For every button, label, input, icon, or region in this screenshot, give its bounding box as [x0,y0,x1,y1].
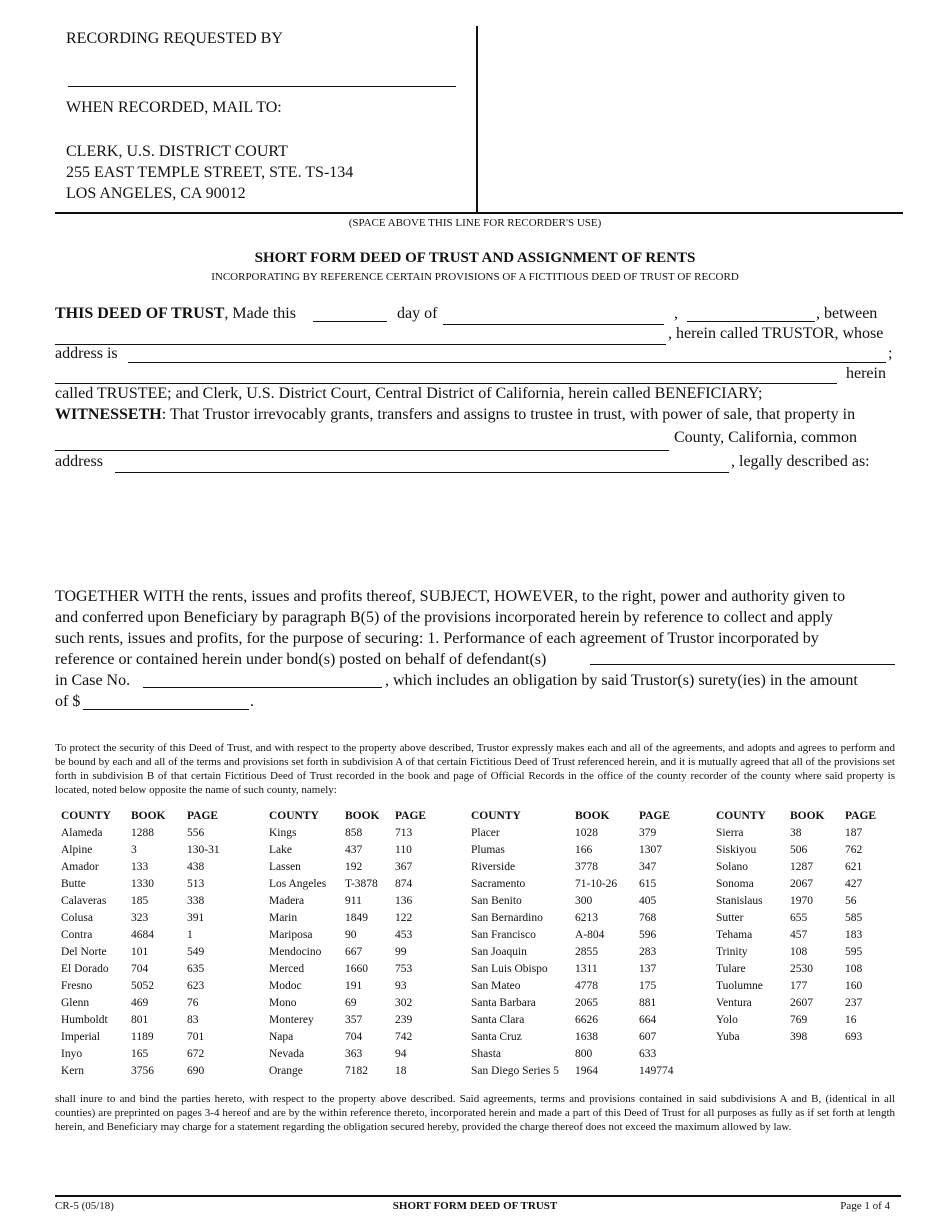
cell-book: 1028 [575,826,598,839]
cell-book: 2065 [575,996,598,1009]
cell-page: 137 [639,962,657,975]
cell-book: 38 [790,826,802,839]
month-blank[interactable] [443,324,664,325]
mail-address-line3: LOS ANGELES, CA 90012 [66,185,246,202]
cell-book: 5052 [131,979,154,992]
cell-book: 4684 [131,928,154,941]
cell-county: Kings [269,826,297,839]
cell-county: Lassen [269,860,301,873]
address-is-label: address is [55,345,118,362]
witnesseth-bold: WITNESSETH [55,406,162,423]
cell-page: 635 [187,962,205,975]
cell-page: 762 [845,843,863,856]
cell-book: 192 [345,860,363,873]
cell-book: 437 [345,843,363,856]
cell-book: 2530 [790,962,813,975]
cell-page: 237 [845,996,863,1009]
defendant-blank[interactable] [590,664,895,665]
table-row [55,994,895,1011]
cell-county: Nevada [269,1047,305,1060]
cell-book: 69 [345,996,357,1009]
witnesseth-line [55,406,855,424]
amount-blank[interactable] [83,709,249,710]
cell-county: Alpine [61,843,93,856]
cell-book: 1660 [345,962,368,975]
cell-page: 753 [395,962,413,975]
cell-book: A-804 [575,928,605,941]
cell-county: San Francisco [471,928,536,941]
cell-book: 185 [131,894,149,907]
cell-county: Tehama [716,928,753,941]
cell-county: Tulare [716,962,746,975]
cell-page: 379 [639,826,657,839]
cell-page: 405 [639,894,657,907]
day-of-label: day of [397,305,438,322]
day-blank[interactable] [313,321,387,322]
cell-county: Santa Barbara [471,996,536,1009]
cell-county: Glenn [61,996,90,1009]
cell-book: 1964 [575,1064,598,1077]
cell-county: Santa Clara [471,1013,525,1026]
cell-county: San Bernardino [471,911,543,924]
cell-page: 607 [639,1030,657,1043]
cell-page: 83 [187,1013,199,1026]
recording-box-divider [476,26,478,213]
county-table-body [55,824,895,1079]
cell-page [839,1062,895,1079]
cell-page: 18 [395,1064,407,1077]
cell-book: 1288 [131,826,154,839]
cell-page: 621 [845,860,863,873]
cell-page: 175 [639,979,657,992]
cell-book: 2607 [790,996,813,1009]
cell-page: 367 [395,860,413,873]
cell-county: Monterey [269,1013,314,1026]
cell-county: Alameda [61,826,103,839]
cell-book: 6213 [575,911,598,924]
cell-county: Mono [269,996,297,1009]
cell-page: 453 [395,928,413,941]
table-header-row [55,808,895,824]
cell-county: El Dorado [61,962,109,975]
cell-county: Fresno [61,979,93,992]
cell-book: 323 [131,911,149,924]
cell-page: 672 [187,1047,205,1060]
recorder-line [55,212,903,214]
cell-county: Del Norte [61,945,107,958]
cell-county: Merced [269,962,305,975]
herein-label: herein [846,365,886,382]
together-line1: TOGETHER WITH the rents, issues and profits thereof, SUBJECT, HOWEVER, to the right, power and authority given to [55,588,846,605]
cell-page: 874 [395,877,413,890]
page-subtitle: INCORPORATING BY REFERENCE CERTAIN PROVISIONS OF A FICTITIOUS DEED OF TRUST OF RECORD [211,271,739,283]
cell-county: Solano [716,860,748,873]
cell-county: Stanislaus [716,894,763,907]
header-county: COUNTY [471,810,521,822]
cell-book: 1849 [345,911,368,924]
cell-county [710,1045,784,1062]
cell-county: San Joaquin [471,945,527,958]
header-book: BOOK [575,810,610,822]
table-row [55,1045,895,1062]
cell-page: 768 [639,911,657,924]
cell-page: 99 [395,945,407,958]
cell-page: 595 [845,945,863,958]
cell-book: 1311 [575,962,598,975]
deed-bold: THIS DEED OF TRUST [55,305,225,322]
trustee-name-blank[interactable] [55,383,837,384]
cell-county: Ventura [716,996,752,1009]
cell-book: 1330 [131,877,154,890]
cell-book: 398 [790,1030,808,1043]
county-book-page-table [55,808,895,1079]
table-row [55,875,895,892]
table-row [55,977,895,994]
cell-book: 506 [790,843,808,856]
table-row [55,926,895,943]
semicolon-label: ; [888,345,893,362]
trustor-name-blank[interactable] [55,344,666,345]
cell-county: Plumas [471,843,505,856]
recorder-use-note: (SPACE ABOVE THIS LINE FOR RECORDER'S USE) [348,217,602,229]
cell-county: Sonoma [716,877,754,890]
table-row [55,1062,895,1079]
cell-county: Butte [61,877,86,890]
cell-book: 177 [790,979,808,992]
cell-county: Modoc [269,979,302,992]
cell-book: 704 [131,962,149,975]
footer-rule [55,1195,901,1197]
cell-page: 347 [639,860,657,873]
table-row [55,943,895,960]
header-book: BOOK [345,810,380,822]
cell-county: Sutter [716,911,744,924]
cell-county: San Luis Obispo [471,962,548,975]
amount-label: of $ [55,693,81,710]
cell-county: Yuba [716,1030,740,1043]
cell-county: Yolo [716,1013,738,1026]
cell-page: 438 [187,860,205,873]
cell-county: San Diego Series 5 [471,1064,559,1077]
cell-book: 90 [345,928,357,941]
table-row [55,841,895,858]
table-row [55,892,895,909]
cell-page: 633 [639,1047,657,1060]
cell-county: Inyo [61,1047,83,1060]
cell-book: 1638 [575,1030,598,1043]
together-line4: reference or contained herein under bond(s) posted on behalf of defendant(s) [55,651,547,668]
cell-book: 1287 [790,860,813,873]
cell-page: 549 [187,945,205,958]
cell-book: 655 [790,911,808,924]
cell-page: 556 [187,826,205,839]
recording-requested-by: RECORDING REQUESTED BY [66,30,283,47]
cell-county: Calaveras [61,894,107,907]
cell-county: Siskiyou [716,843,757,856]
cell-county: Los Angeles [269,877,327,890]
cell-book: 71-10-26 [575,877,618,890]
cell-page: 881 [639,996,657,1009]
cell-county: Shasta [471,1047,502,1060]
cell-book: 704 [345,1030,363,1043]
cell-county: Orange [269,1064,303,1077]
amount-period: . [250,693,254,710]
cell-book: 357 [345,1013,363,1026]
cell-book [784,1062,839,1079]
cell-book: 300 [575,894,593,907]
header-county: COUNTY [61,810,111,822]
table-row [55,858,895,875]
case-no-blank[interactable] [143,687,382,688]
cell-page: 108 [845,962,863,975]
cell-page [839,1045,895,1062]
cell-page: 93 [395,979,407,992]
cell-page: 149774 [639,1064,674,1077]
between-label: , between [816,305,878,322]
cell-book: 800 [575,1047,593,1060]
cell-county: Santa Cruz [471,1030,522,1043]
header-page: PAGE [845,810,877,822]
cell-book: 3778 [575,860,598,873]
cell-page: 742 [395,1030,413,1043]
header-page: PAGE [395,810,427,822]
cell-county: Mendocino [269,945,322,958]
cell-page: 239 [395,1013,413,1026]
cell-county: Colusa [61,911,93,924]
footer-page-number: Page 1 of 4 [840,1200,890,1212]
obligation-label: , which includes an obligation by said Trustor(s) surety(ies) in the amount [385,672,858,689]
cell-county: Riverside [471,860,516,873]
cell-page: 130-31 [187,843,220,856]
cell-county [710,1062,784,1079]
cell-book: 911 [345,894,362,907]
together-line3: such rents, issues and profits, for the purpose of securing: 1. Performance of each agreement of Trustor incorporated by [55,630,819,647]
cell-page: 122 [395,911,413,924]
cell-page: 94 [395,1047,407,1060]
header-county: COUNTY [716,810,766,822]
property-address-blank[interactable] [115,472,729,473]
cell-page: 585 [845,911,863,924]
header-page: PAGE [187,810,219,822]
county-blank[interactable] [55,450,669,451]
cell-page: 690 [187,1064,205,1077]
cell-page: 1307 [639,843,662,856]
cell-book: 457 [790,928,808,941]
cell-page: 283 [639,945,657,958]
cell-page: 615 [639,877,657,890]
cell-county: San Benito [471,894,522,907]
cell-county: San Mateo [471,979,521,992]
cell-page: 183 [845,928,863,941]
cell-page: 76 [187,996,199,1009]
cell-book [784,1045,839,1062]
when-recorded-mail-to: WHEN RECORDED, MAIL TO: [66,99,282,116]
cell-page: 110 [395,843,412,856]
table-row [55,1011,895,1028]
trustee-line: called TRUSTEE; and Clerk, U.S. District Court, Central District of California, herein called BENEFICIARY; [55,385,763,402]
trustor-address-blank[interactable] [128,362,886,363]
cell-page: 338 [187,894,205,907]
cell-book: 7182 [345,1064,368,1077]
header-book: BOOK [131,810,166,822]
mail-address-line1: CLERK, U.S. DISTRICT COURT [66,143,288,160]
legally-described-label: , legally described as: [731,453,870,470]
cell-county: Madera [269,894,305,907]
cell-book: 166 [575,843,593,856]
cell-page: 187 [845,826,863,839]
cell-page: 623 [187,979,205,992]
cell-page: 713 [395,826,413,839]
deed-intro [55,305,296,323]
cell-book: 801 [131,1013,149,1026]
mail-address-line2: 255 EAST TEMPLE STREET, STE. TS-134 [66,164,354,181]
address-label: address [55,453,103,470]
cell-page: 56 [845,894,857,907]
footer-title: SHORT FORM DEED OF TRUST [392,1200,558,1212]
cell-book: 769 [790,1013,808,1026]
page-title: SHORT FORM DEED OF TRUST AND ASSIGNMENT OF RENTS [254,250,696,266]
cell-county: Lake [269,843,292,856]
cell-page: 427 [845,877,863,890]
cell-book: 3 [131,843,137,856]
cell-book: 165 [131,1047,149,1060]
made-this-label: , Made this [224,305,296,322]
cell-county: Mariposa [269,928,313,941]
cell-book: 3756 [131,1064,154,1077]
cell-county: Imperial [61,1030,100,1043]
table-row [55,1028,895,1045]
cell-book: 858 [345,826,363,839]
cell-page: 391 [187,911,205,924]
cell-book: 667 [345,945,363,958]
cell-book: 133 [131,860,149,873]
together-line2: and conferred upon Beneficiary by paragraph B(5) of the provisions incorporated herein by reference to collect and apply [55,609,833,626]
header-county: COUNTY [269,810,319,822]
cell-county: Napa [269,1030,294,1043]
cell-page: 160 [845,979,863,992]
table-row [55,960,895,977]
cell-page: 664 [639,1013,657,1026]
case-no-label: in Case No. [55,672,131,689]
cell-book: 4778 [575,979,598,992]
cell-page: 16 [845,1013,857,1026]
cell-county: Sacramento [471,877,526,890]
cell-book: 191 [345,979,363,992]
cell-county: Placer [471,826,500,839]
comma-label: , [674,305,678,322]
cell-county: Contra [61,928,93,941]
protect-paragraph: To protect the security of this Deed of Trust, and with respect to the property above described, Trustor expressly makes each and all of the agreements, and adopts and agrees to perform and be bound by each and all of the terms and provisions set forth in subdivision A of that certain Fictitious Deed of Trust referenced herein, and it is mutually agreed that all of the provisions set forth in subdivision B of that certain Fictitious Deed of Trust recorded in the book and page of Official Records in the office of the county recorder of the county where said property is located, noted below opposite the name of such county, namely: [55,742,895,796]
cell-county: Trinity [716,945,748,958]
table-row [55,824,895,841]
county-common-label: County, California, common [674,429,857,446]
cell-book: T-3878 [345,877,378,890]
cell-page: 596 [639,928,657,941]
cell-book: 2067 [790,877,813,890]
cell-book: 363 [345,1047,363,1060]
cell-book: 469 [131,996,149,1009]
trustor-label: , herein called TRUSTOR, whose [668,325,884,342]
cell-county: Amador [61,860,99,873]
header-book: BOOK [790,810,825,822]
cell-book: 1970 [790,894,813,907]
footer-form-id: CR-5 (05/18) [55,1200,114,1212]
cell-county: Sierra [716,826,744,839]
cell-page: 1 [187,928,193,941]
cell-page: 701 [187,1030,205,1043]
recording-requested-blank[interactable] [68,86,456,87]
cell-book: 1189 [131,1030,154,1043]
cell-page: 136 [395,894,413,907]
cell-page: 693 [845,1030,863,1043]
cell-county: Humboldt [61,1013,108,1026]
cell-county: Tuolumne [716,979,763,992]
cell-county: Marin [269,911,298,924]
header-page: PAGE [639,810,671,822]
cell-county: Kern [61,1064,84,1077]
closing-paragraph: shall inure to and bind the parties hereto, with respect to the property above described. Said agreements, terms and provisions contained in said subdivisions A and B, (identical in all counties) are preprinted on pages 3-4 hereof and are by the within reference thereto, incorporated herein and made a part of this Deed of Trust for all purposes as fully as if set forth at length herein, and Beneficiary may charge for a statement regarding the obligation secured hereby, provided the charge thereof does not exceed the maximum allowed by law. [55,1093,895,1133]
table-row [55,909,895,926]
cell-book: 6626 [575,1013,598,1026]
cell-page: 513 [187,877,205,890]
year-blank[interactable] [687,321,815,322]
cell-book: 2855 [575,945,598,958]
cell-page: 302 [395,996,413,1009]
cell-book: 101 [131,945,149,958]
cell-book: 108 [790,945,808,958]
witnesseth-text: : That Trustor irrevocably grants, transfers and assigns to trustee in trust, with power of sale, that property in [161,406,856,423]
